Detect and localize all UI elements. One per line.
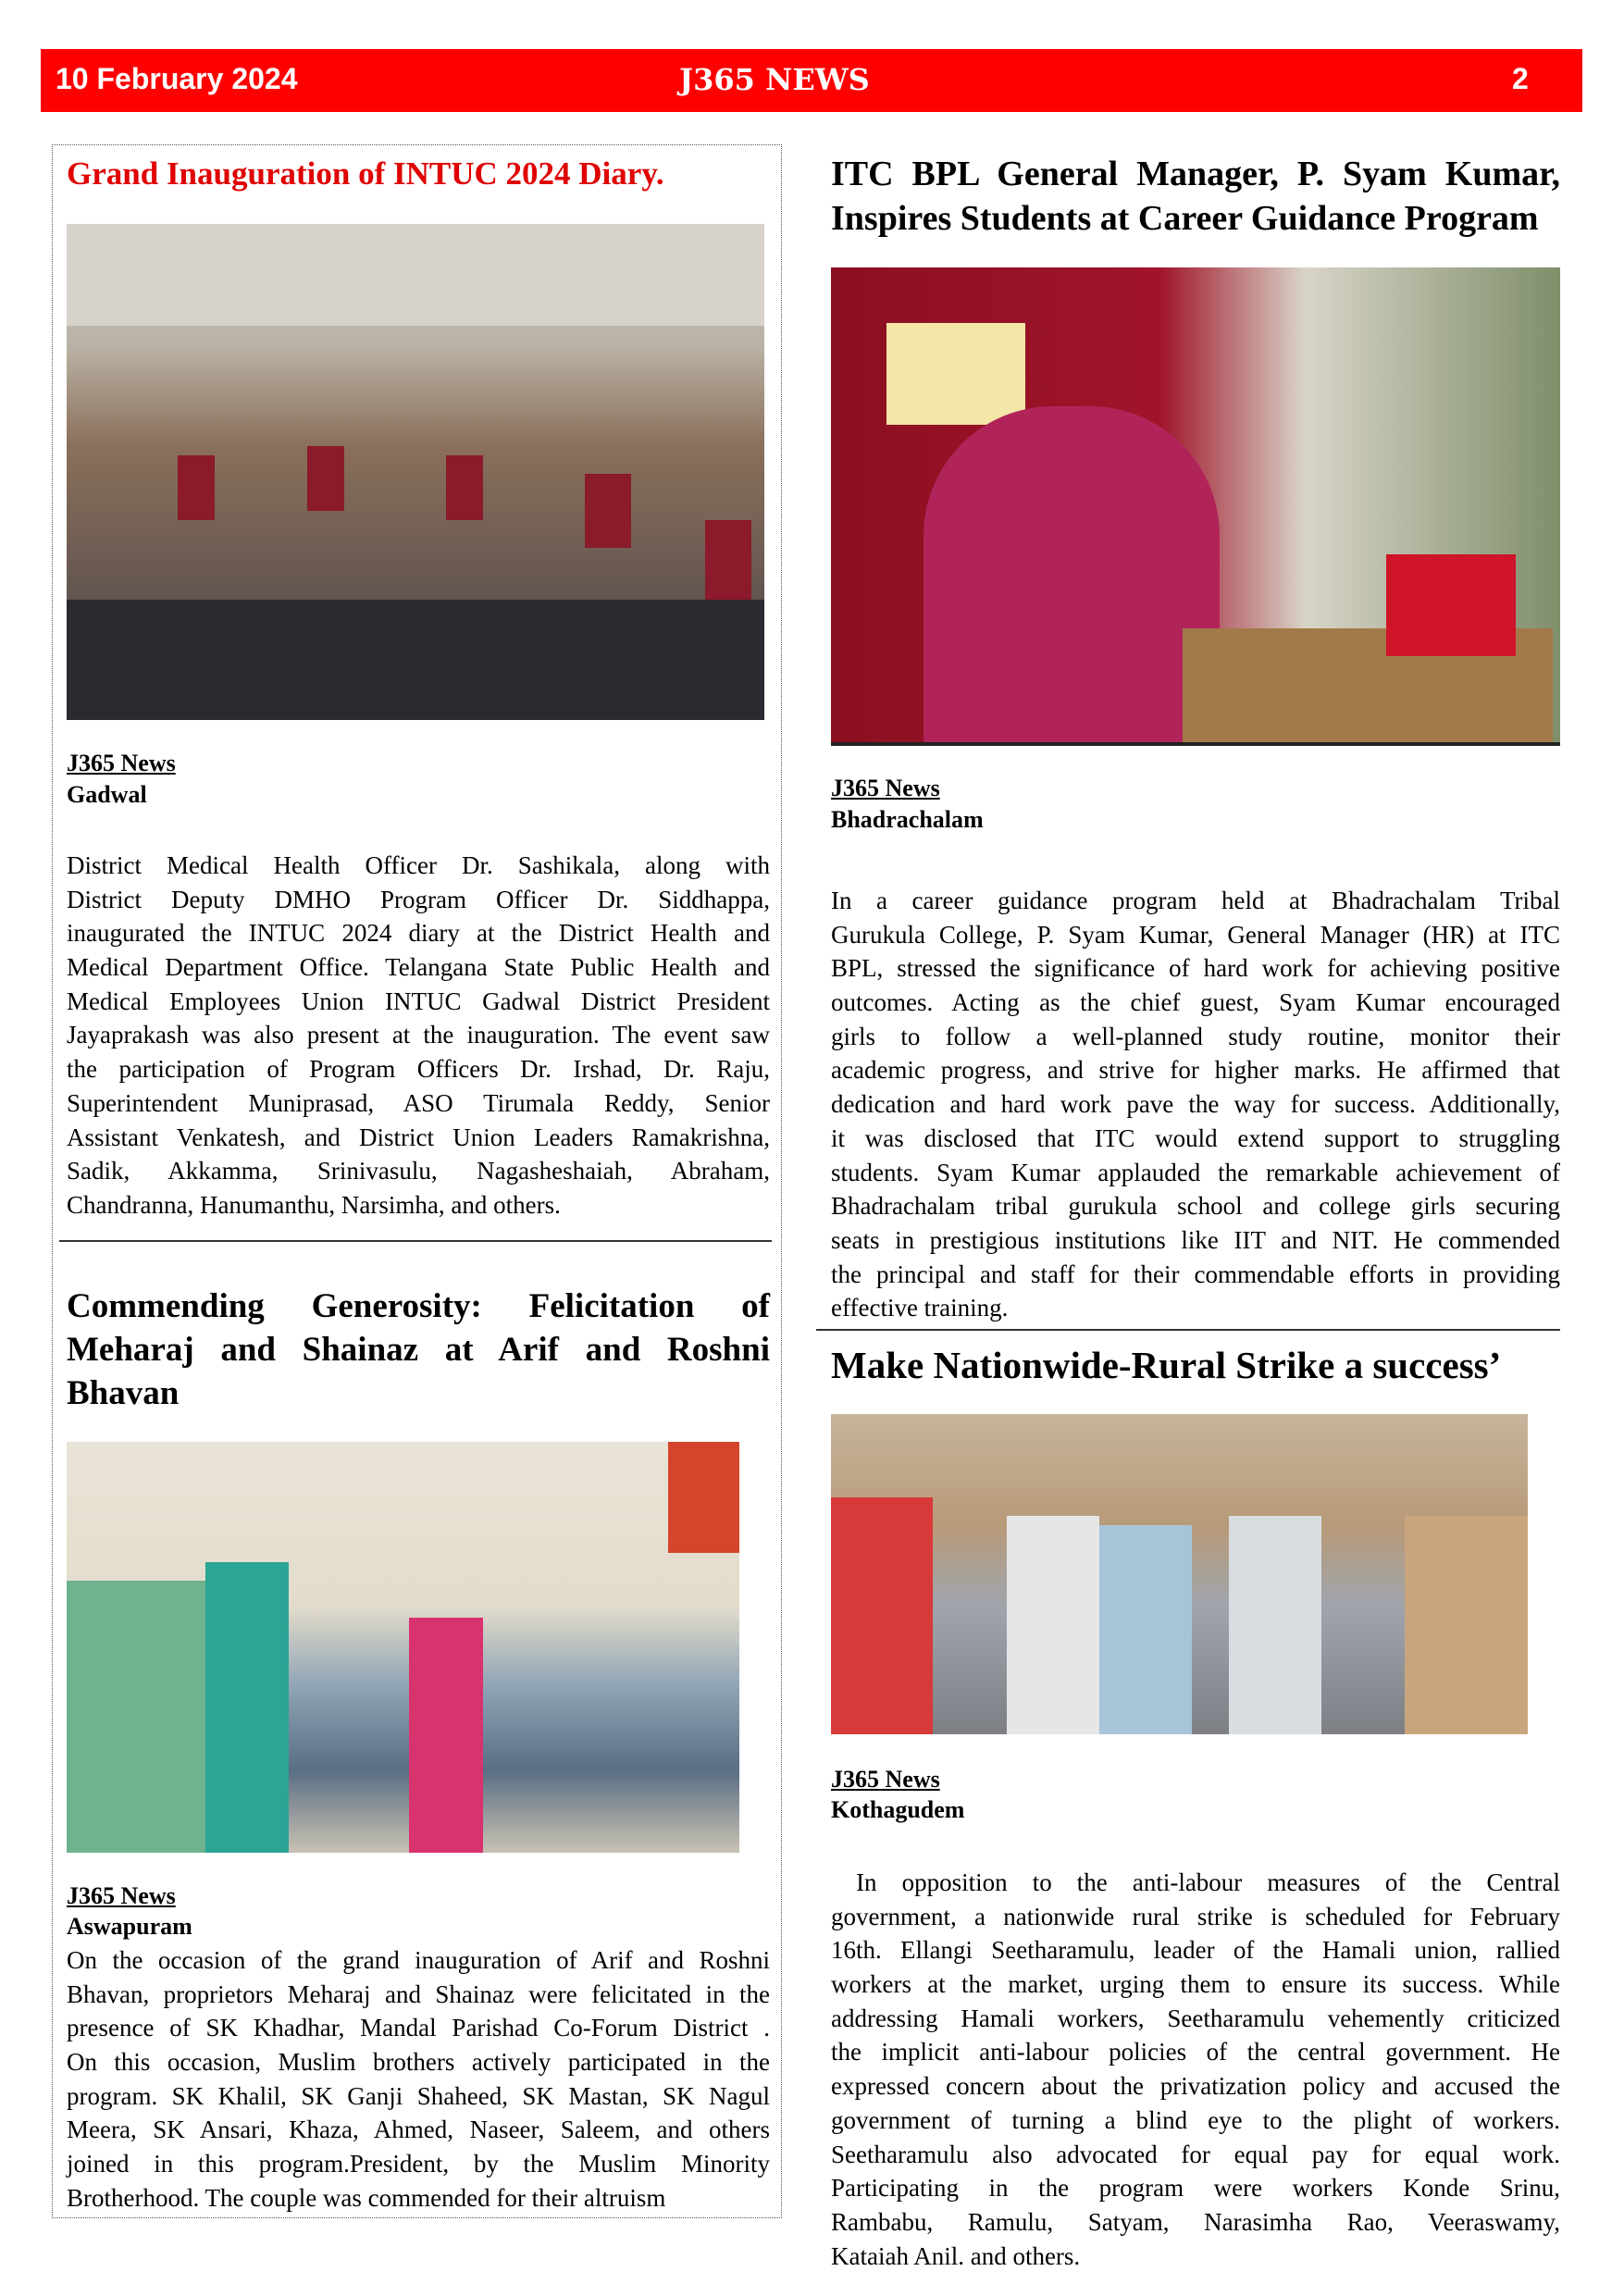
article-location: Aswapuram	[67, 1913, 192, 1940]
body-line: On the occasion of the grand inauguration of Arif and Roshni	[67, 1946, 770, 1974]
headline-line: Grand Inauguration of INTUC 2024 Diary.	[67, 155, 664, 192]
body-line: Participating in the program were workers Konde Srinu,	[831, 2174, 1560, 2203]
page-number: 2	[1512, 62, 1529, 95]
body-line: Superintendent Muniprasad, ASO Tirumala Reddy, Senior	[67, 1088, 770, 1117]
body-line: Medical Department Office. Telangana State Public Health and	[67, 953, 770, 982]
body-line: government, a nationwide rural strike is scheduled for February	[831, 1902, 1560, 1930]
career-guidance-photo	[831, 267, 1560, 746]
article-headline	[67, 154, 664, 194]
headline-line: Inspires Students at Career Guidance Program	[831, 199, 1539, 238]
body-line: District Medical Health Officer Dr. Sashikala, along with	[67, 851, 770, 879]
felicitation-photo	[67, 1442, 739, 1853]
issue-date: 10 February 2024	[56, 62, 298, 95]
body-line: Brotherhood. The couple was commended for their altruism	[67, 2183, 666, 2212]
headline-line: Meharaj and Shainaz at Arif and Roshni	[67, 1331, 770, 1369]
article-location: Gadwal	[67, 781, 147, 808]
article-body	[67, 849, 770, 1222]
body-line: the principal and staff for their commendable efforts in providing	[831, 1260, 1560, 1288]
body-line: the implicit anti-labour policies of the central government. He	[831, 2038, 1560, 2066]
body-line: addressing Hamali workers, Seetharamulu vehemently criticized	[831, 2004, 1560, 2032]
article-body	[67, 1943, 770, 2215]
strike-rally-photo	[831, 1414, 1528, 1734]
page-header-bar	[41, 49, 1582, 112]
article-source: J365 News	[67, 750, 176, 776]
divider	[816, 1329, 1560, 1331]
body-line: Chandranna, Hanumanthu, Narsimha, and others.	[67, 1190, 561, 1219]
article-headline	[831, 152, 1560, 241]
body-line: girls to follow a well-planned study routine, monitor their	[831, 1022, 1560, 1050]
body-line: it was disclosed that ITC would extend support to struggling	[831, 1123, 1560, 1152]
body-line: the participation of Program Officers Dr. Irshad, Dr. Raju,	[67, 1055, 770, 1084]
body-line: Seetharamulu also advocated for equal pay for equal work.	[831, 2140, 1560, 2168]
article-headline	[67, 1285, 770, 1415]
headline-line: Commending Generosity: Felicitation of	[67, 1287, 770, 1325]
headline-line: ITC BPL General Manager, P. Syam Kumar,	[831, 155, 1560, 193]
body-line: District Deputy DMHO Program Officer Dr. Siddhappa,	[67, 885, 770, 913]
body-line: Assistant Venkatesh, and District Union Leaders Ramakrishna,	[67, 1123, 770, 1151]
inauguration-photo	[67, 224, 764, 720]
body-line: On this occasion, Muslim brothers actively participated in the	[67, 2048, 770, 2077]
body-line: expressed concern about the privatization policy and accused the	[831, 2072, 1560, 2101]
body-line: In opposition to the anti-labour measures of the Central	[831, 1868, 1560, 1896]
article-body	[831, 1866, 1560, 2273]
body-line: outcomes. Acting as the chief guest, Syam Kumar encouraged	[831, 988, 1560, 1017]
body-line: Sadik, Akkamma, Srinivasulu, Nagasheshaiah, Abraham,	[67, 1157, 770, 1185]
article-location: Bhadrachalam	[831, 806, 984, 833]
body-line: Bhadrachalam tribal gurukula school and college girls securing	[831, 1192, 1560, 1221]
body-line: government of turning a blind eye to the plight of workers.	[831, 2105, 1560, 2134]
body-line: students. Syam Kumar applauded the remarkable achievement of	[831, 1158, 1560, 1186]
divider	[59, 1240, 772, 1242]
body-line: 16th. Ellangi Seetharamulu, leader of the Hamali union, rallied	[831, 1936, 1560, 1965]
article-source: J365 News	[831, 775, 940, 801]
article-headline	[831, 1342, 1501, 1388]
body-line: dedication and hard work pave the way for success. Additionally,	[831, 1090, 1560, 1119]
body-line: workers at the market, urging them to ensure its success. While	[831, 1970, 1560, 1999]
body-line: Bhavan, proprietors Meharaj and Shainaz were felicitated in the	[67, 1980, 770, 2008]
body-line: Medical Employees Union INTUC Gadwal District President	[67, 987, 770, 1015]
newspaper-title: J365 NEWS	[679, 62, 870, 97]
headline-line: Bhavan	[67, 1374, 180, 1412]
body-line: effective training.	[831, 1294, 1009, 1322]
body-line: academic progress, and strive for higher marks. He affirmed that	[831, 1056, 1560, 1085]
body-line: In a career guidance program held at Bhadrachalam Tribal	[831, 887, 1560, 914]
body-line: BPL, stressed the significance of hard work for achieving positive	[831, 954, 1560, 983]
body-line: Meera, SK Ansari, Khaza, Ahmed, Naseer, Saleem, and others	[67, 2116, 770, 2144]
article-source: J365 News	[831, 1766, 940, 1793]
article-body	[831, 884, 1560, 1325]
body-line: seats in prestigious institutions like IIT and NIT. He commended	[831, 1225, 1560, 1254]
body-line: Kataiah Anil. and others.	[831, 2241, 1081, 2270]
body-line: joined in this program.President, by the Muslim Minority	[67, 2150, 770, 2178]
body-line: presence of SK Khadhar, Mandal Parishad Co-Forum District .	[67, 2014, 770, 2042]
body-line: Gurukula College, P. Syam Kumar, General Manager (HR) at ITC	[831, 920, 1560, 949]
body-line: Jayaprakash was also present at the inauguration. The event saw	[67, 1021, 770, 1049]
headline-line: Make Nationwide-Rural Strike a success’	[831, 1344, 1502, 1386]
body-line: program. SK Khalil, SK Ganji Shaheed, SK Mastan, SK Nagul	[67, 2081, 770, 2110]
article-location: Kothagudem	[831, 1796, 965, 1823]
body-line: Rambabu, Ramulu, Satyam, Narasimha Rao, Veeraswamy,	[831, 2207, 1560, 2236]
body-line: inaugurated the INTUC 2024 diary at the District Health and	[67, 919, 770, 948]
article-source: J365 News	[67, 1882, 176, 1909]
